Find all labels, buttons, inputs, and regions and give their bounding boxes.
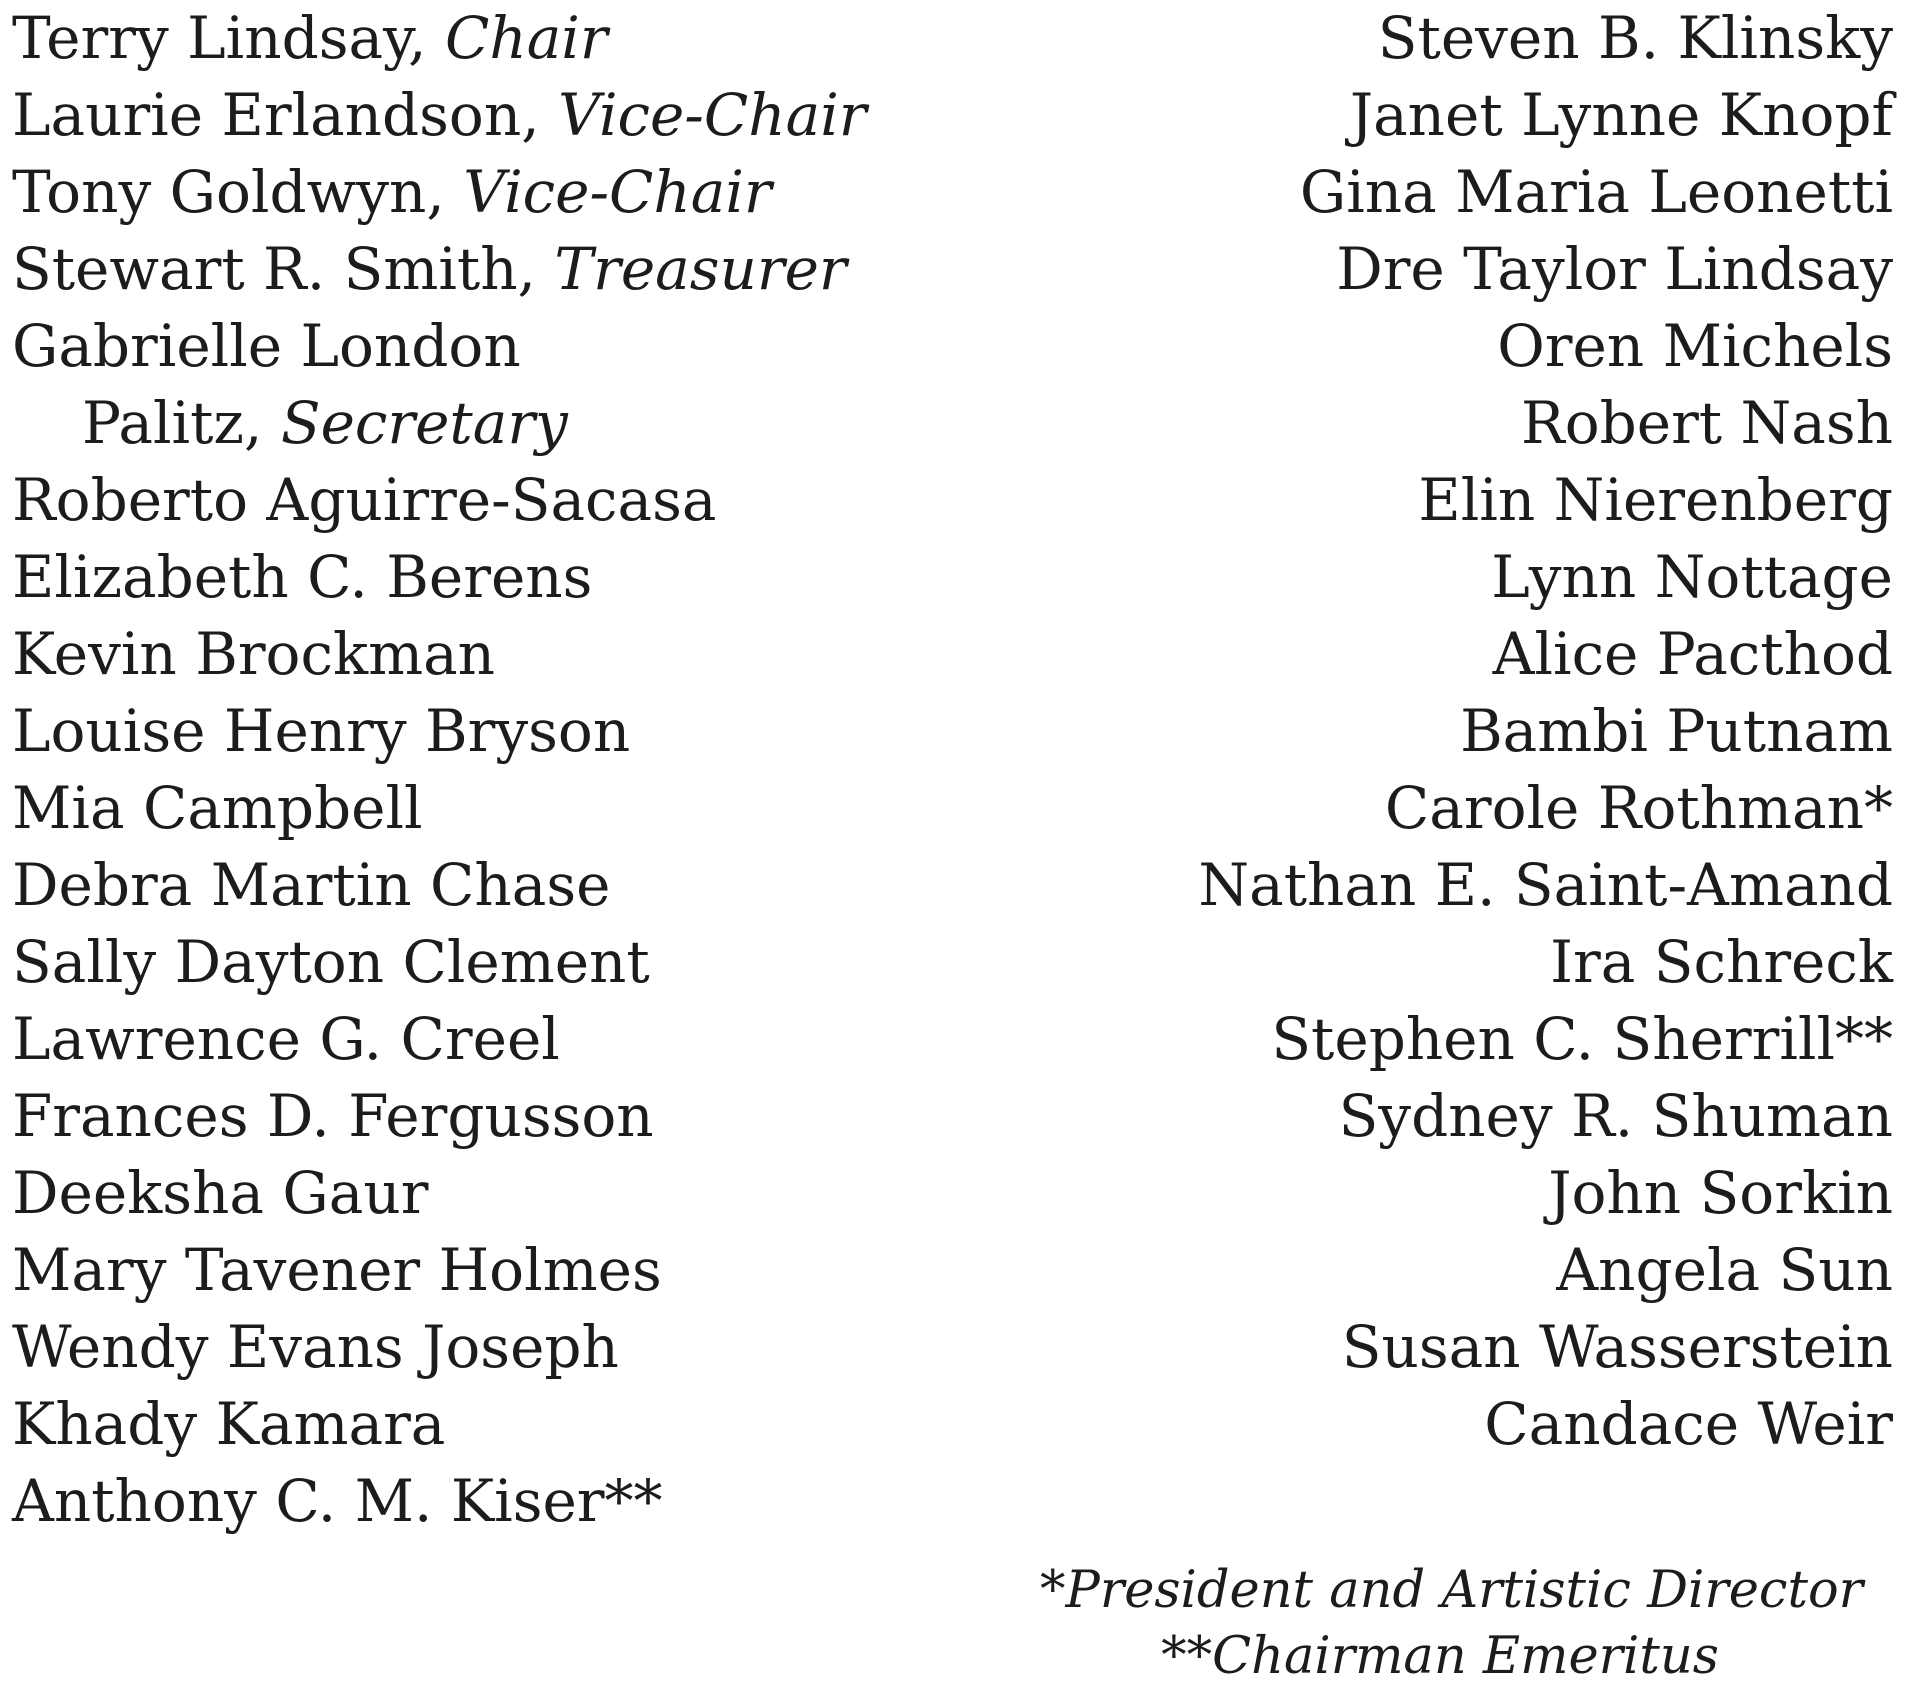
member-name: Debra Martin Chase bbox=[12, 851, 611, 919]
member-name: Khady Kamara bbox=[12, 1390, 446, 1458]
officer-vice-chair-2 bbox=[12, 154, 1012, 231]
member-name: Angela Sun bbox=[1556, 1236, 1893, 1304]
member-name: Alice Pacthod bbox=[1492, 620, 1893, 688]
member-name: Candace Weir bbox=[1484, 1390, 1893, 1458]
member-name: Deeksha Gaur bbox=[12, 1159, 429, 1227]
member-name: Sally Dayton Clement bbox=[12, 928, 650, 996]
member-name: Gina Maria Leonetti bbox=[1299, 158, 1893, 226]
member-name: Roberto Aguirre-Sacasa bbox=[12, 466, 717, 534]
member-name: Wendy Evans Joseph bbox=[12, 1313, 619, 1381]
member-name: Kevin Brockman bbox=[12, 620, 496, 688]
member-name: Robert Nash bbox=[1521, 389, 1893, 457]
officer-vice-chair-1 bbox=[12, 77, 1012, 154]
officer-chair bbox=[12, 0, 1012, 77]
officer-name: Tony Goldwyn, bbox=[12, 158, 464, 226]
member-name: Lynn Nottage bbox=[1491, 543, 1893, 611]
member-name: Stephen C. Sherrill** bbox=[1271, 1005, 1893, 1073]
member-name: Elizabeth C. Berens bbox=[12, 543, 593, 611]
member-name: Mary Tavener Holmes bbox=[12, 1236, 662, 1304]
officer-treasurer bbox=[12, 231, 1012, 308]
officer-role: Secretary bbox=[280, 389, 568, 457]
member-name: Susan Wasserstein bbox=[1341, 1313, 1893, 1381]
left-column bbox=[12, 0, 1012, 1540]
right-column bbox=[993, 0, 1893, 1463]
officer-name: Palitz, bbox=[82, 389, 281, 457]
footnote-chairman-emeritus: **Chairman Emeritus bbox=[1161, 1627, 1719, 1686]
member-name: Anthony C. M. Kiser** bbox=[12, 1467, 663, 1535]
officer-name: Stewart R. Smith, bbox=[12, 235, 555, 303]
footnote-president: *President and Artistic Director bbox=[1040, 1561, 1864, 1620]
officer-name: Gabrielle London bbox=[12, 312, 521, 380]
member-name: Louise Henry Bryson bbox=[12, 697, 631, 765]
member-name: Steven B. Klinsky bbox=[1377, 4, 1893, 72]
officer-role: Treasurer bbox=[554, 235, 847, 303]
member-name: John Sorkin bbox=[1548, 1159, 1893, 1227]
officer-name: Laurie Erlandson, bbox=[12, 81, 559, 149]
member-name: Lawrence G. Creel bbox=[12, 1005, 560, 1073]
member-name: Carole Rothman* bbox=[1384, 774, 1893, 842]
member-name: Dre Taylor Lindsay bbox=[1336, 235, 1893, 303]
officer-role: Vice-Chair bbox=[558, 81, 867, 149]
footnotes bbox=[1040, 1558, 1864, 1690]
member-name: Nathan E. Saint-Amand bbox=[1198, 851, 1893, 919]
member-name: Janet Lynne Knopf bbox=[1349, 81, 1893, 149]
member-name: Frances D. Fergusson bbox=[12, 1082, 654, 1150]
member-name: Sydney R. Shuman bbox=[1338, 1082, 1893, 1150]
member-name: Ira Schreck bbox=[1550, 928, 1893, 996]
member-name: Elin Nierenberg bbox=[1418, 466, 1893, 534]
member-name: Mia Campbell bbox=[12, 774, 423, 842]
member-name: Oren Michels bbox=[1497, 312, 1893, 380]
member-name: Bambi Putnam bbox=[1460, 697, 1893, 765]
officer-secretary-name-line1 bbox=[12, 308, 1012, 385]
officer-secretary-name-line2 bbox=[12, 385, 1012, 462]
officer-role: Chair bbox=[445, 4, 608, 72]
officer-role: Vice-Chair bbox=[463, 158, 772, 226]
officer-name: Terry Lindsay, bbox=[12, 4, 445, 72]
